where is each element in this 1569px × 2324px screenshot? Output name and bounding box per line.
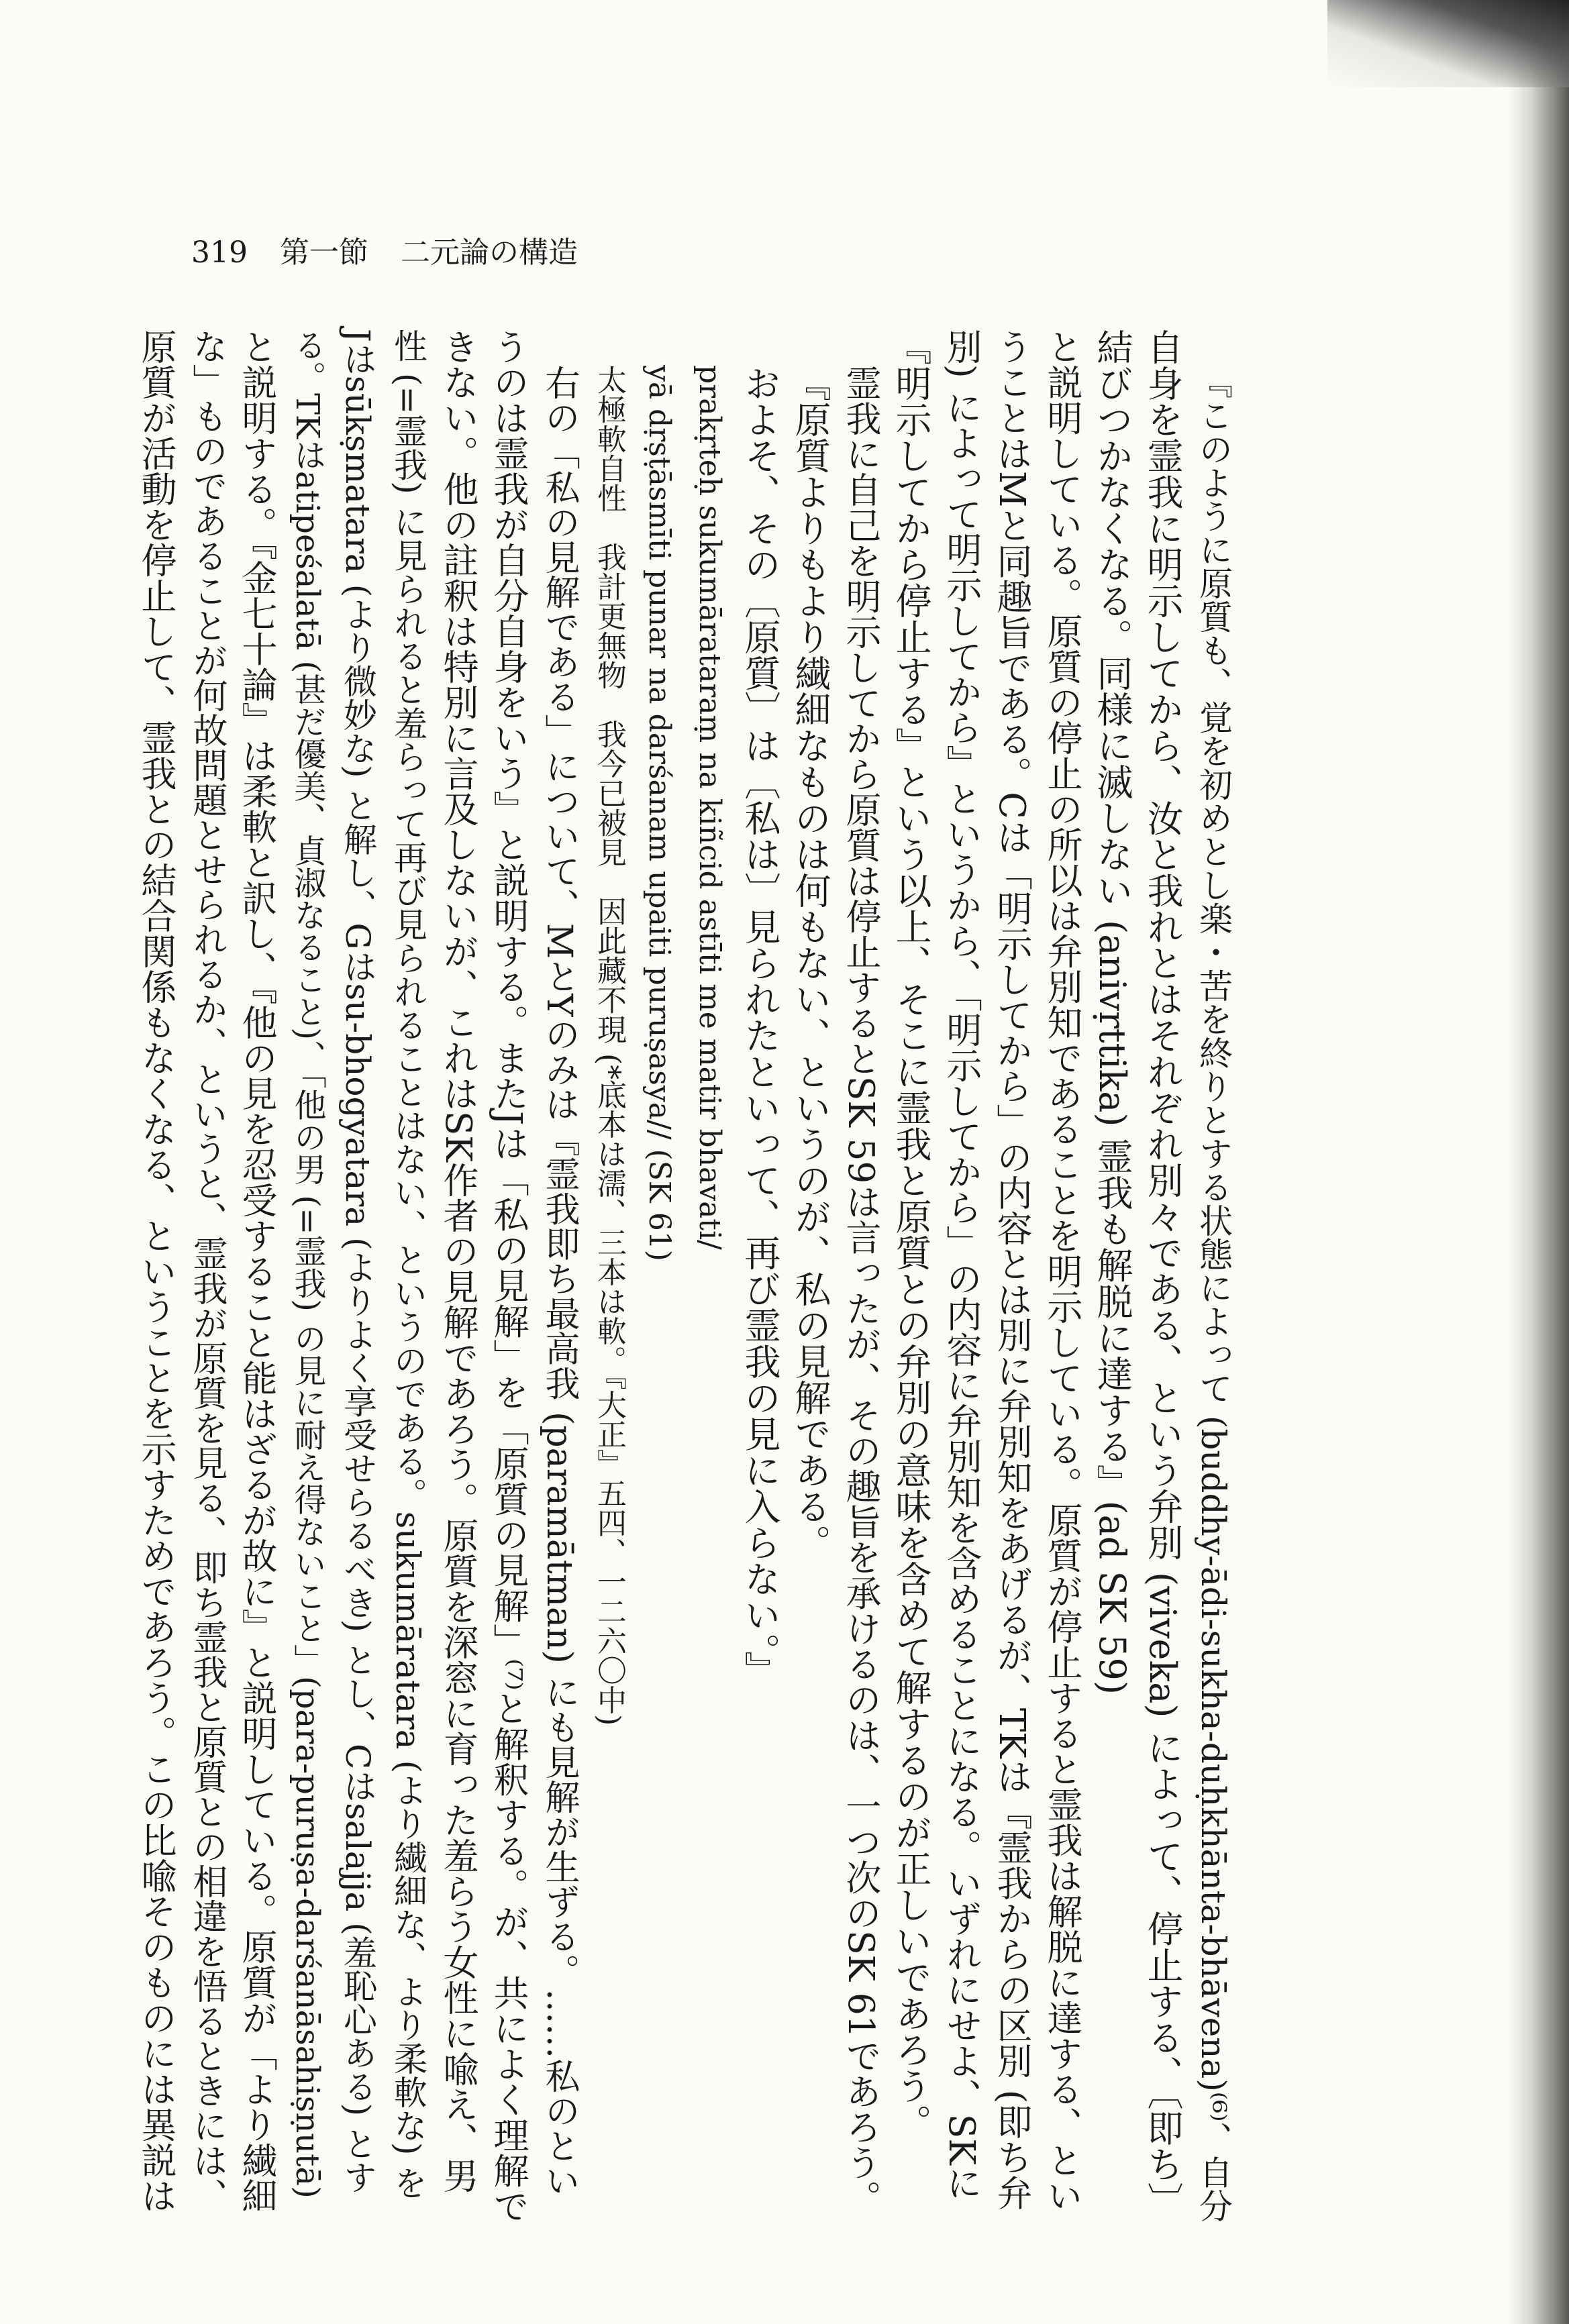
chinese-translation-line: 太極軟自性 我計更無物 我今已被見 因此藏不現 (*底本は濡、三本は軟。『大正』五四、一二六〇中): [592, 365, 626, 1726]
page-number: 319: [191, 235, 248, 270]
text-line: 右の「私の見解である」について、MとYのみは『霊我即ち最高我 (paramātman) にも見解が生ずる。……私のとい: [539, 365, 579, 2199]
text-line: 『明示してから停止する』という以上、そこに霊我と原質との弁別の意味を含めて解するのが正しいであろう。: [890, 329, 932, 2140]
text-line: 性 (=霊我) に見られると羞らって再び見られることはない、というのである。sukumāratara (より繊細な、より柔軟な) を: [389, 329, 427, 2200]
text-line: Jはsūkṣmatara (より微妙な) と解し、Gはsu-bhogyatara (よりよく享受せらるべき) とし、Cはsalajja (羞恥心ある) とす: [338, 329, 377, 2195]
sanskrit-verse-line: prakṛteḥ sukumārataraṃ na kiñcid astīti me matir bhavati/: [693, 365, 727, 1250]
text-line: 自身を霊我に明示してから、汝と我れとはそれぞれ別々である、という弁別 (viveka) によって、停止する、〔即ち〕: [1142, 329, 1184, 2219]
section-label: 第一節: [279, 235, 368, 270]
running-header: [191, 228, 728, 268]
text-line: 霊我に自己を明示してから原質は停止するとSK 59は言ったが、その趣旨を承けるのは、一つ次のSK 61であろう。: [840, 365, 881, 2216]
quote-line: 『原質よりもより繊細なものは何もない、というのが、私の見解である。: [789, 365, 831, 1561]
text-line: うことはMと同趣旨である。Cは「明示してから」の内容とは別に弁別知をあげるが、TKは『霊我からの区別 (即ち弁: [991, 329, 1032, 2211]
text-line: 原質が活動を停止して、霊我との結合関係もなくなる、ということを示すためであろう。この比喩そのものには異説は: [136, 329, 176, 2213]
text-line: きない。他の註釈は特別に言及しないが、これはSK作者の見解であろう。原質を深窓に育った羞らう女性に喩え、男: [438, 329, 478, 2193]
text-line: 別) によって明示してから』というから、「明示してから」の内容に弁別知を含めることになる。いずれにせよ、SKに: [941, 329, 982, 2201]
chapter-title: 二元論の構造: [400, 235, 578, 270]
scan-corner-shadow: [1327, 0, 1569, 87]
sanskrit-verse-line: yā dṛṣṭāsmīti punar na darśanam upaiti puruṣasya// (SK 61): [642, 365, 676, 1261]
text-line: 結びつかなくなる。同様に滅しない (anivṛttika) 霊我も解脱に達する』(ad SK 59): [1091, 329, 1133, 1695]
scan-page-edge: [1509, 0, 1569, 2324]
text-line: 『このように原質も、覚を初めとし楽・苦を終りとする状態によって (buddhy-ādi-sukha-duḥkhānta-bhāvena)⁽⁶⁾、自分: [1194, 365, 1233, 2223]
text-line: と説明している。原質の停止の所以は弁別知であることを明示している。原質が停止すると霊我は解脱に達する、とい: [1042, 329, 1082, 2213]
text-line: と説明する。『金七十論』は柔軟と訳し、『他の見を忍受すること能はざるが故に』と説明している。原質が「より繊細: [236, 329, 277, 2213]
text-line: うのは霊我が自分自身をいう』と説明する。またJは「私の見解」を「原質の見解」⁽⁷⁾と解釈する。が、共によく理解で: [488, 329, 529, 2224]
text-line: な」ものであることが何故問題とせられるか、というと、霊我が原質を見る、即ち霊我と原質との相違を悟るときには、: [187, 329, 227, 2213]
text-line: る。TKはatipeśalatā (甚だ優美、貞淑なること)、「他の男 (=霊我) の見に耐え得ないこと」(para-puruṣa-darśanāsahiṣṇutā): [289, 329, 326, 2199]
body-text: [136, 329, 1238, 2227]
quote-line: およそ、その〔原質〕は〔私は〕見られたといって、再び霊我の見に入らない。』: [739, 365, 781, 1687]
